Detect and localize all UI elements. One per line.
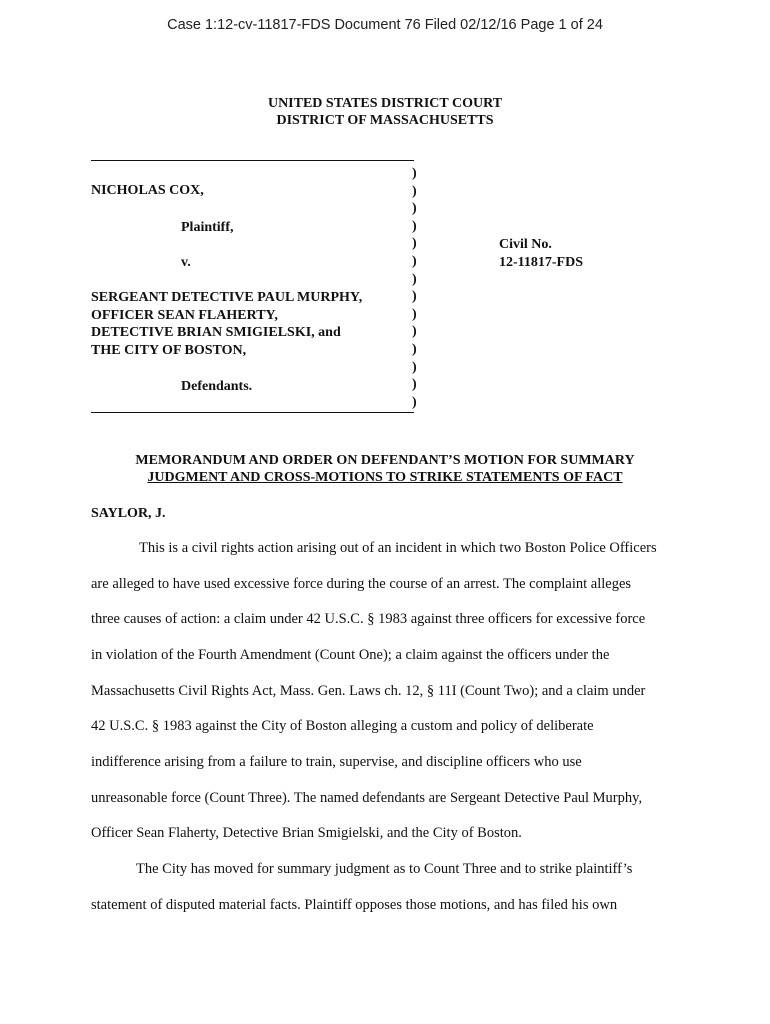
caption-paren: ): [412, 289, 417, 305]
defendant-line: THE CITY OF BOSTON,: [91, 343, 247, 358]
caption-paren: ): [412, 342, 417, 357]
defendants-label: Defendants.: [181, 379, 253, 394]
court-name: UNITED STATES DISTRICT COURT: [267, 96, 503, 111]
caption-paren: ): [412, 359, 417, 375]
judge-name: SAYLOR, J.: [91, 506, 166, 521]
caption-paren: ): [412, 306, 417, 322]
defendant-line: OFFICER SEAN FLAHERTY,: [91, 308, 278, 323]
civil-no-label: Civil No.: [499, 237, 552, 252]
caption-paren: ): [412, 218, 417, 234]
caption-paren: ): [412, 394, 417, 410]
document-title-line1: MEMORANDUM AND ORDER ON DEFENDANT’S MOTION FOR SUMMARY: [135, 453, 635, 468]
caption-paren: ): [412, 183, 417, 199]
defendant-line: DETECTIVE BRIAN SMIGIELSKI, and: [91, 325, 341, 340]
body-line: Massachusetts Civil Rights Act, Mass. Gen. Laws ch. 12, § 11I (Count Two); and a claim under: [91, 683, 646, 699]
caption-paren: ): [412, 324, 417, 340]
body-line: statement of disputed material facts. Plaintiff opposes those motions, and has filed his own: [91, 897, 618, 913]
body-line: unreasonable force (Count Three). The named defendants are Sergeant Detective Paul Murphy,: [91, 790, 643, 806]
body-line: three causes of action: a claim under 42 U.S.C. § 1983 against three officers for excessive force: [91, 611, 646, 627]
caption-bottom-rule: [91, 412, 414, 413]
caption-paren: ): [412, 236, 417, 252]
body-line: Officer Sean Flaherty, Detective Brian Smigielski, and the City of Boston.: [91, 825, 522, 841]
defendant-line: SERGEANT DETECTIVE PAUL MURPHY,: [91, 290, 363, 305]
caption-paren: ): [412, 377, 417, 393]
caption-paren: ): [412, 201, 417, 217]
body-line: 42 U.S.C. § 1983 against the City of Boston alleging a custom and policy of deliberate: [91, 718, 594, 734]
plaintiff-label: Plaintiff,: [181, 220, 234, 235]
body-line: are alleged to have used excessive force during the course of an arrest. The complaint alleges: [91, 576, 632, 592]
court-district: DISTRICT OF MASSACHUSETTS: [276, 113, 494, 128]
caption-paren: ): [412, 166, 417, 181]
caption-top-rule: [91, 160, 414, 161]
versus-label: v.: [181, 255, 191, 270]
plaintiff-name: NICHOLAS COX,: [91, 183, 204, 198]
document-title-line2-text: JUDGMENT AND CROSS-MOTIONS TO STRIKE STATEMENTS OF FACT: [147, 470, 623, 485]
body-line: This is a civil rights action arising out of an incident in which two Boston Police Officers: [139, 540, 657, 556]
body-line: The City has moved for summary judgment as to Count Three and to strike plaintiff’s: [136, 861, 633, 877]
body-line: in violation of the Fourth Amendment (Count One); a claim against the officers under the: [91, 647, 610, 663]
caption-paren: ): [412, 254, 417, 269]
filing-stamp: Case 1:12-cv-11817-FDS Document 76 Filed 02/12/16 Page 1 of 24: [167, 17, 603, 33]
document-title-line2: [0, 469, 770, 486]
civil-no-value: 12-11817-FDS: [499, 255, 583, 270]
body-line: indifference arising from a failure to train, supervise, and discipline officers who use: [91, 754, 582, 770]
caption-paren: ): [412, 271, 417, 287]
